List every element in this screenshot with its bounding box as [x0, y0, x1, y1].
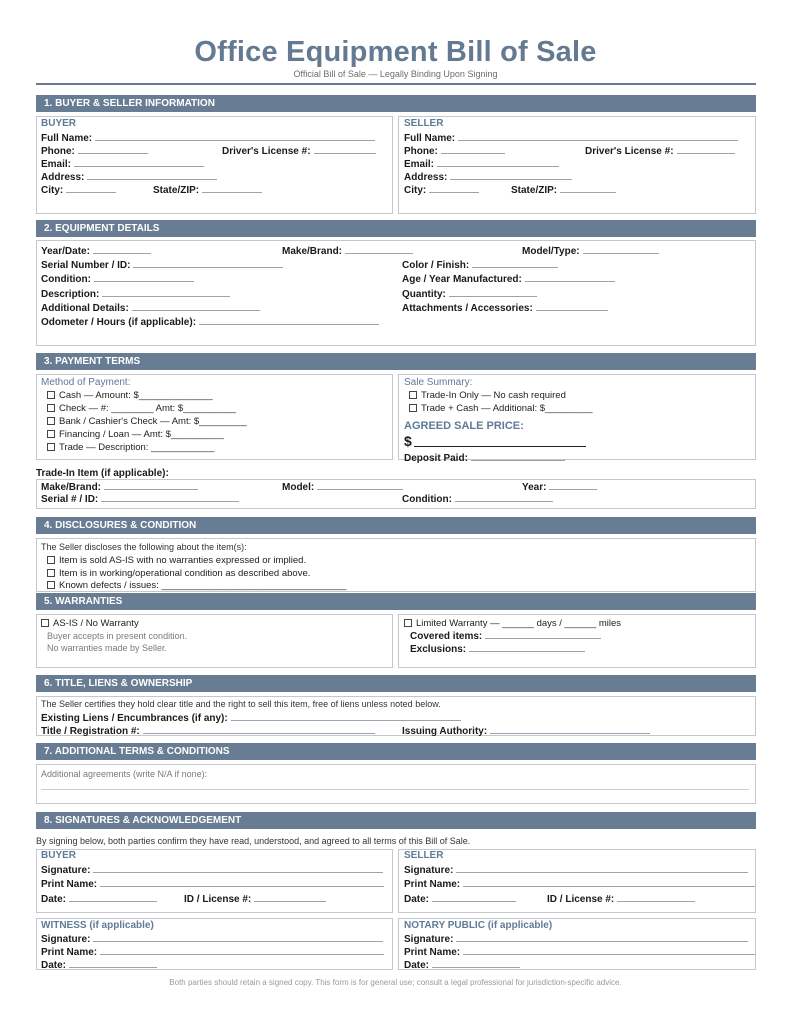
limited-warranty-checkbox[interactable]: Limited Warranty — ______ days / ______ miles — [404, 618, 621, 629]
disclosure-as-is-checkbox[interactable]: Item is sold AS-IS with no warranties expressed or implied. — [47, 555, 306, 566]
payment-financing-checkbox[interactable]: Financing / Loan — Amt: $__________ — [47, 429, 224, 440]
model-type-field[interactable]: Model/Type: — [522, 245, 659, 257]
seller-signature-heading: SELLER — [404, 850, 444, 861]
trade-in-heading: Trade-In Item (if applicable): — [36, 468, 169, 479]
as-is-warranty-checkbox[interactable]: AS-IS / No Warranty — [41, 618, 139, 629]
existing-liens-field[interactable]: Existing Liens / Encumbrances (if any): — [41, 712, 461, 724]
section-header-buyer-seller: 1. BUYER & SELLER INFORMATION — [36, 95, 756, 112]
notary-signature-field[interactable]: Signature: — [404, 933, 748, 945]
checkbox-icon — [41, 619, 49, 627]
section-header-disclosures: 4. DISCLOSURES & CONDITION — [36, 517, 756, 534]
buyer-license-field[interactable]: Driver's License #: — [222, 145, 376, 157]
buyer-full-name-field[interactable]: Full Name: — [41, 132, 375, 144]
checkbox-icon — [404, 619, 412, 627]
exclusions-field[interactable]: Exclusions: — [410, 643, 585, 655]
title-liens-intro: The Seller certifies they hold clear title and the right to sell this item, free of liens unless noted below. — [41, 699, 441, 709]
trade-model-field[interactable]: Model: — [282, 481, 403, 493]
payment-bank-checkbox[interactable]: Bank / Cashier's Check — Amt: $_________ — [47, 416, 247, 427]
additional-terms-input[interactable] — [41, 789, 749, 790]
checkbox-icon — [47, 404, 55, 412]
disclosure-working-checkbox[interactable]: Item is in working/operational condition as described above. — [47, 568, 310, 579]
section-header-payment: 3. PAYMENT TERMS — [36, 353, 756, 370]
serial-number-field[interactable]: Serial Number / ID: — [41, 259, 283, 271]
title-registration-field[interactable]: Title / Registration #: — [41, 725, 375, 737]
signature-intro: By signing below, both parties confirm they have read, understood, and agreed to all terms of this Bill of Sale. — [36, 836, 471, 846]
trade-cash-checkbox[interactable]: Trade + Cash — Additional: $_________ — [409, 403, 593, 414]
section-header-warranties: 5. WARRANTIES — [36, 593, 756, 610]
payment-cash-checkbox[interactable]: Cash — Amount: $______________ — [47, 390, 213, 401]
seller-signature-field[interactable]: Signature: — [404, 864, 748, 876]
seller-date-field[interactable]: Date: — [404, 893, 516, 905]
title-rule — [36, 83, 756, 85]
buyer-print-name-field[interactable]: Print Name: — [41, 878, 384, 890]
dollar-sign: $ — [404, 433, 412, 449]
additional-terms-prompt: Additional agreements (write N/A if none): — [41, 769, 208, 779]
witness-signature-field[interactable]: Signature: — [41, 933, 383, 945]
footer-note: Both parties should retain a signed copy. This form is for general use; consult a legal professional for jurisdiction-specific advice. — [169, 978, 622, 987]
checkbox-icon — [47, 417, 55, 425]
description-field[interactable]: Description: — [41, 288, 230, 300]
buyer-signature-heading: BUYER — [41, 850, 77, 861]
buyer-heading: BUYER — [41, 118, 77, 129]
document-title: Office Equipment Bill of Sale — [194, 36, 597, 68]
checkbox-icon — [409, 391, 417, 399]
seller-full-name-field[interactable]: Full Name: — [404, 132, 738, 144]
buyer-address-field[interactable]: Address: — [41, 171, 217, 183]
seller-print-name-field[interactable]: Print Name: — [404, 878, 755, 890]
condition-field[interactable]: Condition: — [41, 273, 194, 285]
as-is-note-2: No warranties made by Seller. — [47, 643, 168, 653]
payment-check-checkbox[interactable]: Check — #: ________ Amt: $__________ — [47, 403, 236, 414]
seller-state-zip-field[interactable]: State/ZIP: — [511, 184, 616, 196]
method-of-payment-heading: Method of Payment: — [41, 377, 131, 388]
checkbox-icon — [47, 443, 55, 451]
quantity-field[interactable]: Quantity: — [402, 288, 537, 300]
odometer-hours-field[interactable]: Odometer / Hours (if applicable): — [41, 316, 379, 328]
checkbox-icon — [47, 581, 55, 589]
trade-year-field[interactable]: Year: — [522, 481, 597, 493]
sale-summary-heading: Sale Summary: — [404, 377, 473, 388]
buyer-email-field[interactable]: Email: — [41, 158, 204, 170]
age-year-field[interactable]: Age / Year Manufactured: — [402, 273, 615, 285]
checkbox-icon — [47, 569, 55, 577]
seller-address-field[interactable]: Address: — [404, 171, 572, 183]
trade-in-only-checkbox[interactable]: Trade-In Only — No cash required — [409, 390, 566, 401]
color-finish-field[interactable]: Color / Finish: — [402, 259, 558, 271]
year-date-field[interactable]: Year/Date: — [41, 245, 151, 257]
disclosure-intro: The Seller discloses the following about the item(s): — [41, 542, 247, 552]
as-is-note-1: Buyer accepts in present condition. — [47, 631, 188, 641]
witness-date-field[interactable]: Date: — [41, 959, 157, 971]
seller-id-license-field[interactable]: ID / License #: — [547, 893, 695, 905]
buyer-date-field[interactable]: Date: — [41, 893, 157, 905]
checkbox-icon — [409, 404, 417, 412]
agreed-price-input[interactable] — [414, 432, 586, 447]
attachments-field[interactable]: Attachments / Accessories: — [402, 302, 608, 314]
checkbox-icon — [47, 391, 55, 399]
document-subtitle: Official Bill of Sale — Legally Binding Upon Signing — [293, 69, 498, 79]
seller-phone-field[interactable]: Phone: — [404, 145, 505, 157]
witness-heading: WITNESS (if applicable) — [41, 920, 154, 931]
deposit-paid-field[interactable]: Deposit Paid: — [404, 452, 565, 464]
seller-heading: SELLER — [404, 118, 444, 129]
seller-city-field[interactable]: City: — [404, 184, 479, 196]
buyer-signature-field[interactable]: Signature: — [41, 864, 383, 876]
buyer-id-license-field[interactable]: ID / License #: — [184, 893, 326, 905]
agreed-sale-price-label: AGREED SALE PRICE: — [404, 420, 524, 432]
section-header-title-liens: 6. TITLE, LIENS & OWNERSHIP — [36, 675, 756, 692]
make-brand-field[interactable]: Make/Brand: — [282, 245, 413, 257]
trade-serial-field[interactable]: Serial # / ID: — [41, 493, 239, 505]
notary-heading: NOTARY PUBLIC (if applicable) — [404, 920, 553, 931]
buyer-state-zip-field[interactable]: State/ZIP: — [153, 184, 262, 196]
section-header-signatures: 8. SIGNATURES & ACKNOWLEDGEMENT — [36, 812, 756, 829]
trade-condition-field[interactable]: Condition: — [402, 493, 553, 505]
section-header-additional-terms: 7. ADDITIONAL TERMS & CONDITIONS — [36, 743, 756, 760]
disclosure-defects-checkbox[interactable]: Known defects / issues: ___________________________________ — [47, 580, 346, 591]
issuing-authority-field[interactable]: Issuing Authority: — [402, 725, 650, 737]
seller-license-field[interactable]: Driver's License #: — [585, 145, 735, 157]
section-header-equipment: 2. EQUIPMENT DETAILS — [36, 220, 756, 237]
notary-date-field[interactable]: Date: — [404, 959, 520, 971]
notary-print-name-field[interactable]: Print Name: — [404, 946, 755, 958]
payment-trade-checkbox[interactable]: Trade — Description: ____________ — [47, 442, 214, 453]
buyer-city-field[interactable]: City: — [41, 184, 116, 196]
checkbox-icon — [47, 556, 55, 564]
checkbox-icon — [47, 430, 55, 438]
seller-email-field[interactable]: Email: — [404, 158, 559, 170]
witness-print-name-field[interactable]: Print Name: — [41, 946, 384, 958]
covered-items-field[interactable]: Covered items: — [410, 630, 601, 642]
trade-make-brand-field[interactable]: Make/Brand: — [41, 481, 198, 493]
additional-details-field[interactable]: Additional Details: — [41, 302, 260, 314]
buyer-phone-field[interactable]: Phone: — [41, 145, 148, 157]
